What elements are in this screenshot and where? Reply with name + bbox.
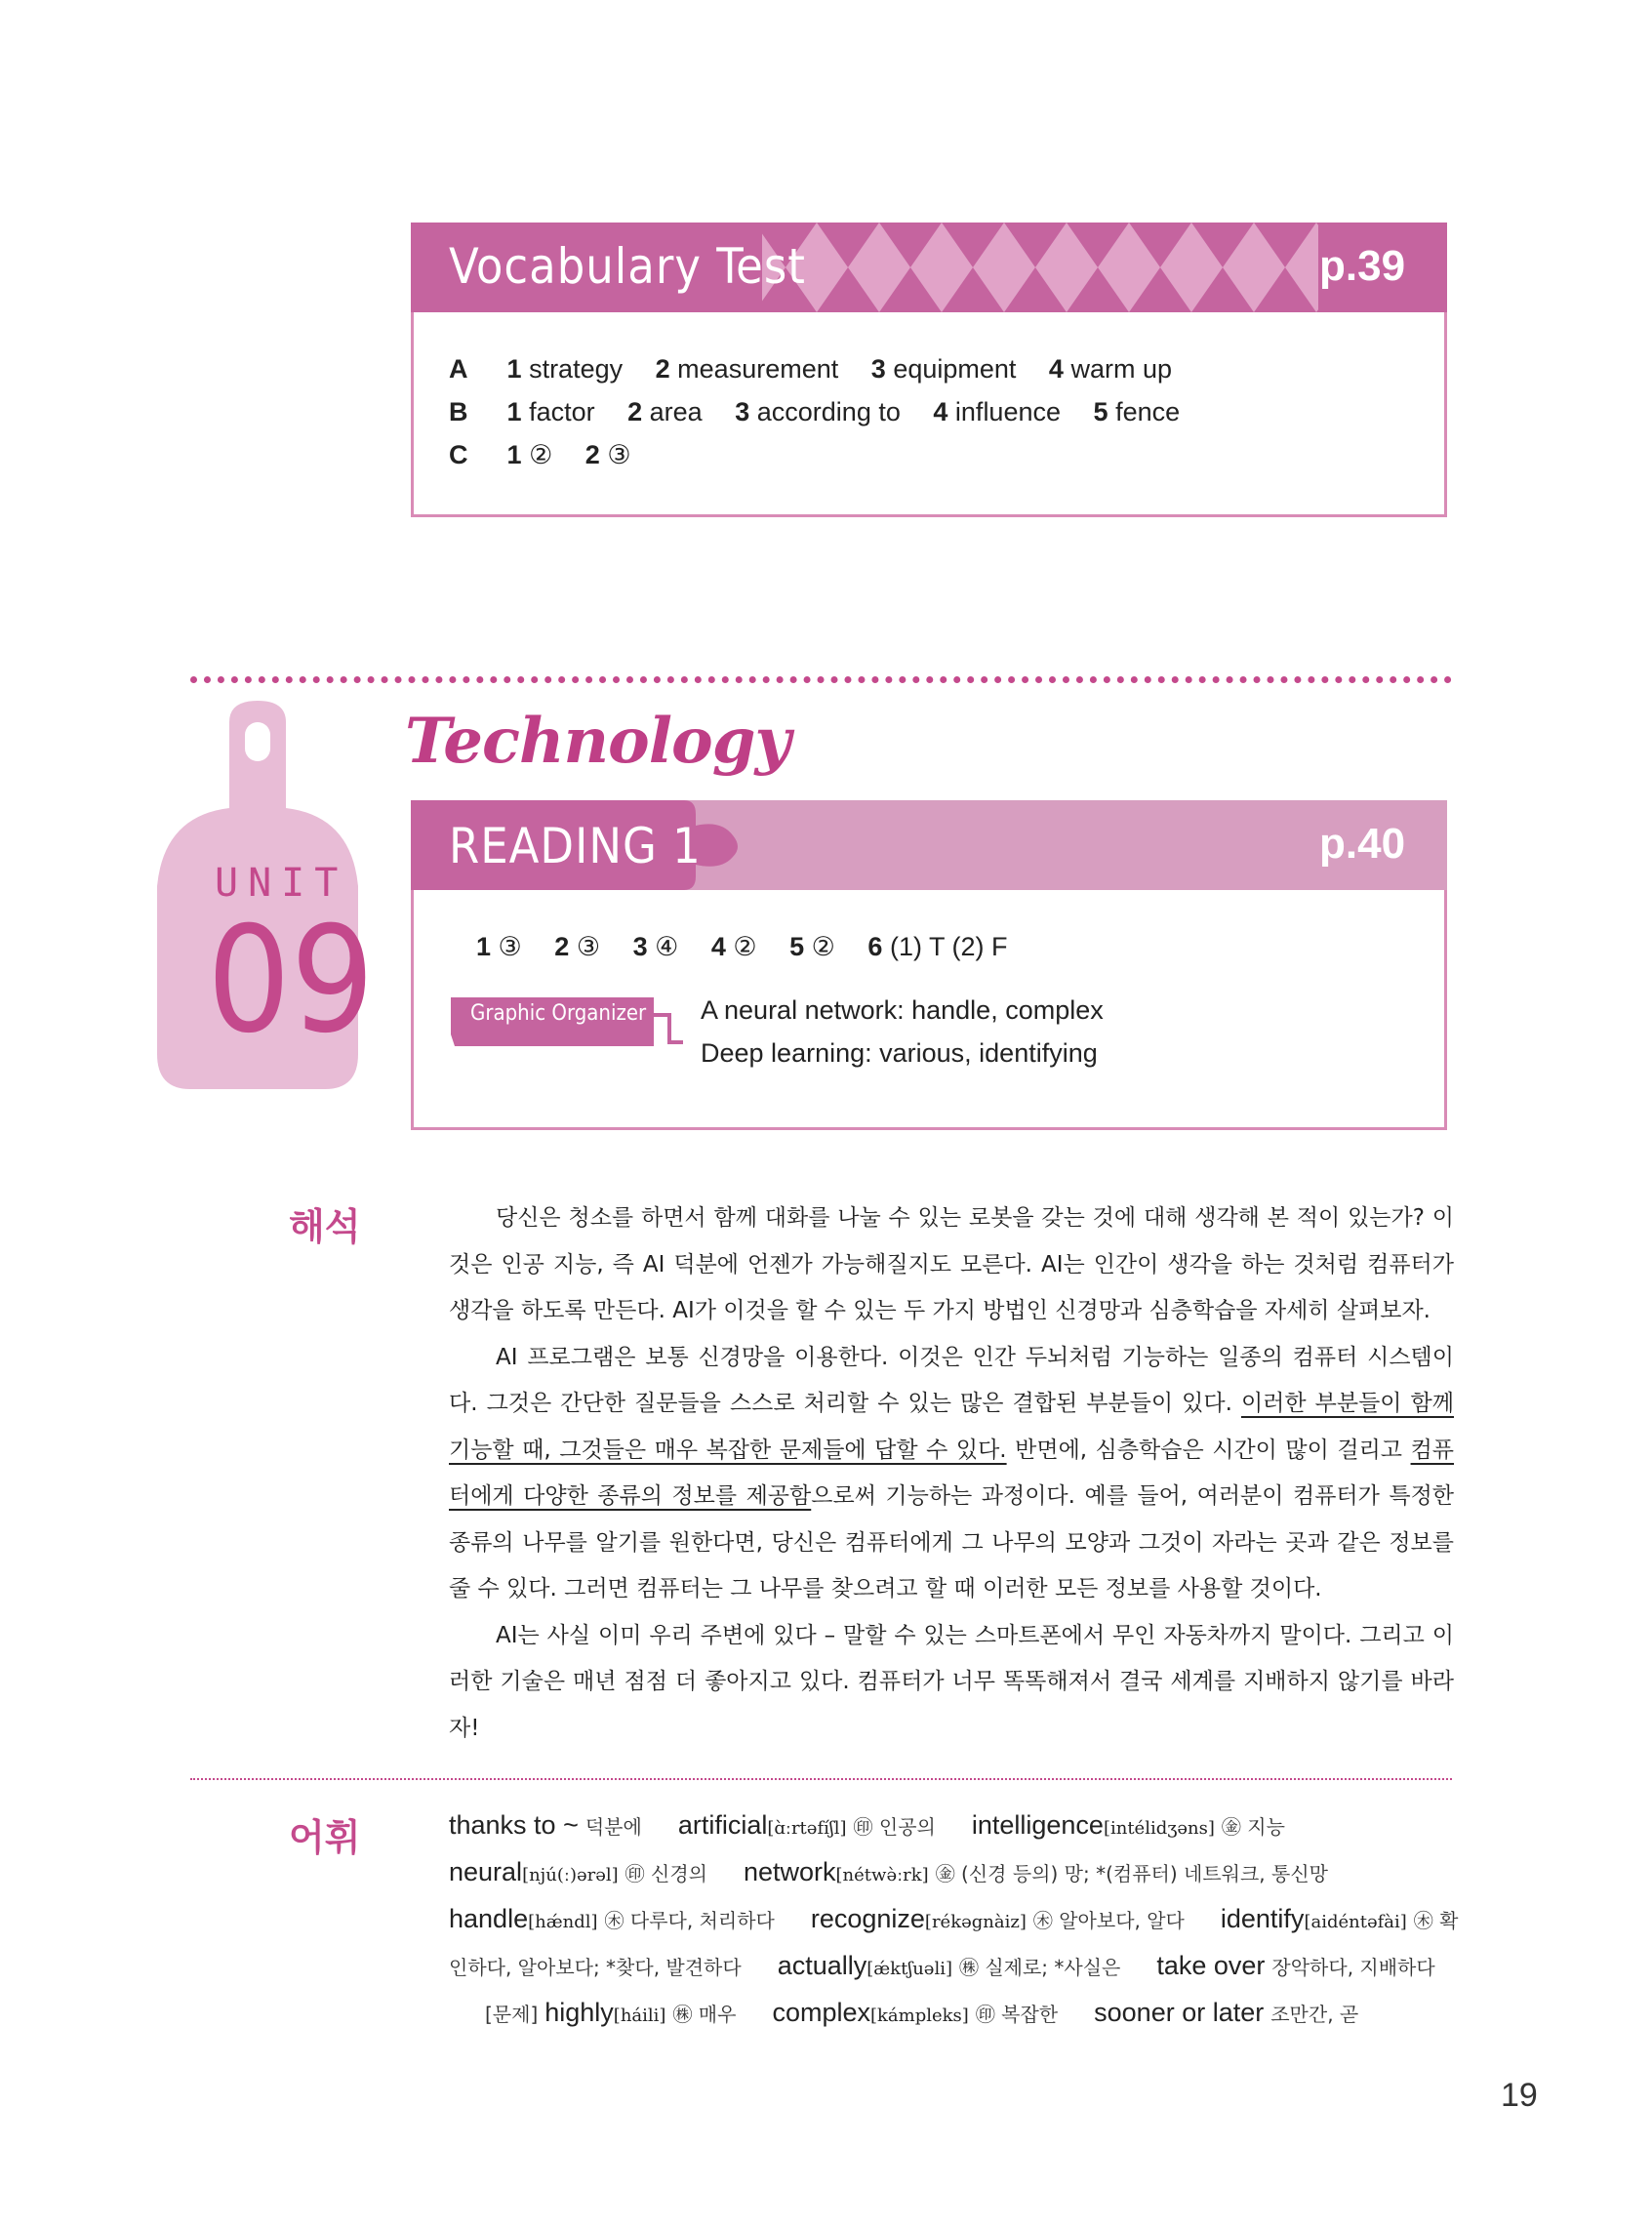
- answer-item: 1 ②: [506, 440, 553, 469]
- vocab-row-c: [449, 440, 657, 470]
- translation-body: [449, 1196, 1454, 1752]
- vocab-entry: network[nétwə̀ːrk] ㊎ (신경 등의) 망; *(컴퓨터) 네트워크, 통신망: [743, 1857, 1328, 1886]
- reading-title: READING 1: [449, 818, 702, 874]
- answer-item: 3 equipment: [870, 354, 1017, 384]
- unit-number: 09: [207, 896, 375, 1066]
- vocab-entry: identify[aidéntəfài] ㊍ 확인하다, 알아보다; *찾다, 발견하다: [449, 1904, 1459, 1979]
- vocabulary-list: [449, 1803, 1464, 2038]
- answer-item: 5 fence: [1093, 397, 1181, 426]
- section-title: Technology: [405, 705, 790, 778]
- dotted-divider: [190, 676, 1452, 683]
- row-label: A: [449, 354, 468, 384]
- vocab-entry: recognize[rékəgnàiz] ㊍ 알아보다, 알다: [810, 1904, 1185, 1933]
- vocab-entry: artificial[ɑ̀ːrtəfíʃl] ㊞ 인공의: [677, 1810, 936, 1840]
- page-number: 19: [1501, 2077, 1538, 2114]
- organizer-line-1: A neural network: handle, complex: [701, 995, 1104, 1025]
- answer-item: 1 ③: [476, 932, 522, 961]
- unit-label: UNIT: [215, 861, 348, 906]
- vocabulary-heading: 어휘: [289, 1816, 361, 1859]
- underlined-text: 컴퓨터에게 다양한 종류의 정보를 제공함: [449, 1437, 1454, 1509]
- vocab-entry: actually[ǽktʃuəli] ㊑ 실제로; *사실은: [777, 1951, 1121, 1980]
- answer-item: 2 measurement: [655, 354, 839, 384]
- vocab-row-b: [449, 397, 1205, 427]
- vocab-entry: thanks to ~ 덕분에: [449, 1810, 642, 1840]
- answer-item: 4 warm up: [1048, 354, 1172, 384]
- vocab-entry: sooner or later 조만간, 곧: [1094, 1998, 1359, 2027]
- answer-item: 1 strategy: [506, 354, 624, 384]
- translation-paragraph: AI는 사실 이미 우리 주변에 있다 – 말할 수 있는 스마트폰에서 무인 자동차까지 말이다. 그리고 이러한 기술은 매년 점점 더 좋아지고 있다. 컴퓨터가 너무 똑똑해져서 결국 세계를 지배하지 않기를 바라자!: [449, 1622, 1454, 1741]
- translation-paragraph: 당신은 청소를 하면서 함께 대화를 나눌 수 있는 로봇을 갖는 것에 대해 생각해 본 적이 있는가? 이것은 인공 지능, 즉 AI 덕분에 언젠가 가능해질지도 모른다. AI는 인간이 생각을 하는 것처럼 컴퓨터가 생각을 하도록 만든다. AI가 이것을 할 수 있는 두 가지 방법인 신경망과 심층학습을 자세히 살펴보자.: [449, 1205, 1454, 1323]
- vocab-entry: neural[njú(ː)ərəl] ㊞ 신경의: [449, 1857, 707, 1886]
- translation-paragraph: AI 프로그램은 보통 신경망을 이용한다. 이것은 인간 두뇌처럼 기능하는 일종의 컴퓨터 시스템이다. 그것은 간단한 질문들을 스스로 처리할 수 있는 많은 결합된 부분들이 있다. 이러한 부분들이 함께 기능할 때, 그것들은 매우 복잡한 문제들에 답할 수 있다. 반면에, 심층학습은 시간이 많이 걸리고 컴퓨터에게 다양한 종류의 정보를 제공함으로써 기능하는 과정이다. 예를 들어, 여러분이 컴퓨터가 특정한 종류의 나무를 알기를 원한다면, 당신은 컴퓨터에게 그 나무의 모양과 그것이 자라는 곳과 같은 정보를 줄 수 있다. 그러면 컴퓨터는 그 나무를 찾으려고 할 때 이러한 모든 정보를 사용할 것이다.: [449, 1344, 1455, 1601]
- graphic-organizer-text: Graphic Organizer: [470, 1001, 647, 1026]
- vocab-test-page: p.39: [1319, 242, 1406, 290]
- row-label: C: [449, 440, 468, 469]
- translation-heading: 해석: [289, 1205, 361, 1248]
- answer-item: 6 (1) T (2) F: [867, 932, 1008, 961]
- vocab-test-title: Vocabulary Test: [449, 238, 806, 295]
- organizer-line-2: Deep learning: various, identifying: [701, 1038, 1098, 1068]
- answer-item: 3 according to: [735, 397, 901, 426]
- answer-item: 2 ③: [584, 440, 631, 469]
- vocab-row-a: [449, 354, 1197, 385]
- section-divider: [190, 1778, 1452, 1780]
- reading-page: p.40: [1319, 820, 1406, 868]
- vocab-entry: [문제] highly[háili] ㊑ 매우: [485, 1998, 737, 2027]
- vocab-entry: intelligence[intélidʒəns] ㊎ 지능: [971, 1810, 1285, 1840]
- answer-item: 2 area: [627, 397, 703, 426]
- answer-item: 1 factor: [506, 397, 595, 426]
- answer-item: 4 influence: [933, 397, 1062, 426]
- reading-answers: [476, 932, 1032, 962]
- answer-item: 5 ②: [789, 932, 835, 961]
- answer-item: 3 ④: [632, 932, 679, 961]
- answer-item: 4 ②: [710, 932, 757, 961]
- answer-item: 2 ③: [554, 932, 601, 961]
- vocab-entry: complex[kámpleks] ㊞ 복잡한: [772, 1998, 1059, 2027]
- row-label: B: [449, 397, 468, 426]
- vocab-entry: take over 장악하다, 지배하다: [1156, 1951, 1435, 1980]
- underlined-text: 이러한 부분들이 함께 기능할 때, 그것들은 매우 복잡한 문제들에 답할 수 있다.: [449, 1391, 1454, 1463]
- vocab-entry: handle[hǽndl] ㊍ 다루다, 처리하다: [449, 1904, 775, 1933]
